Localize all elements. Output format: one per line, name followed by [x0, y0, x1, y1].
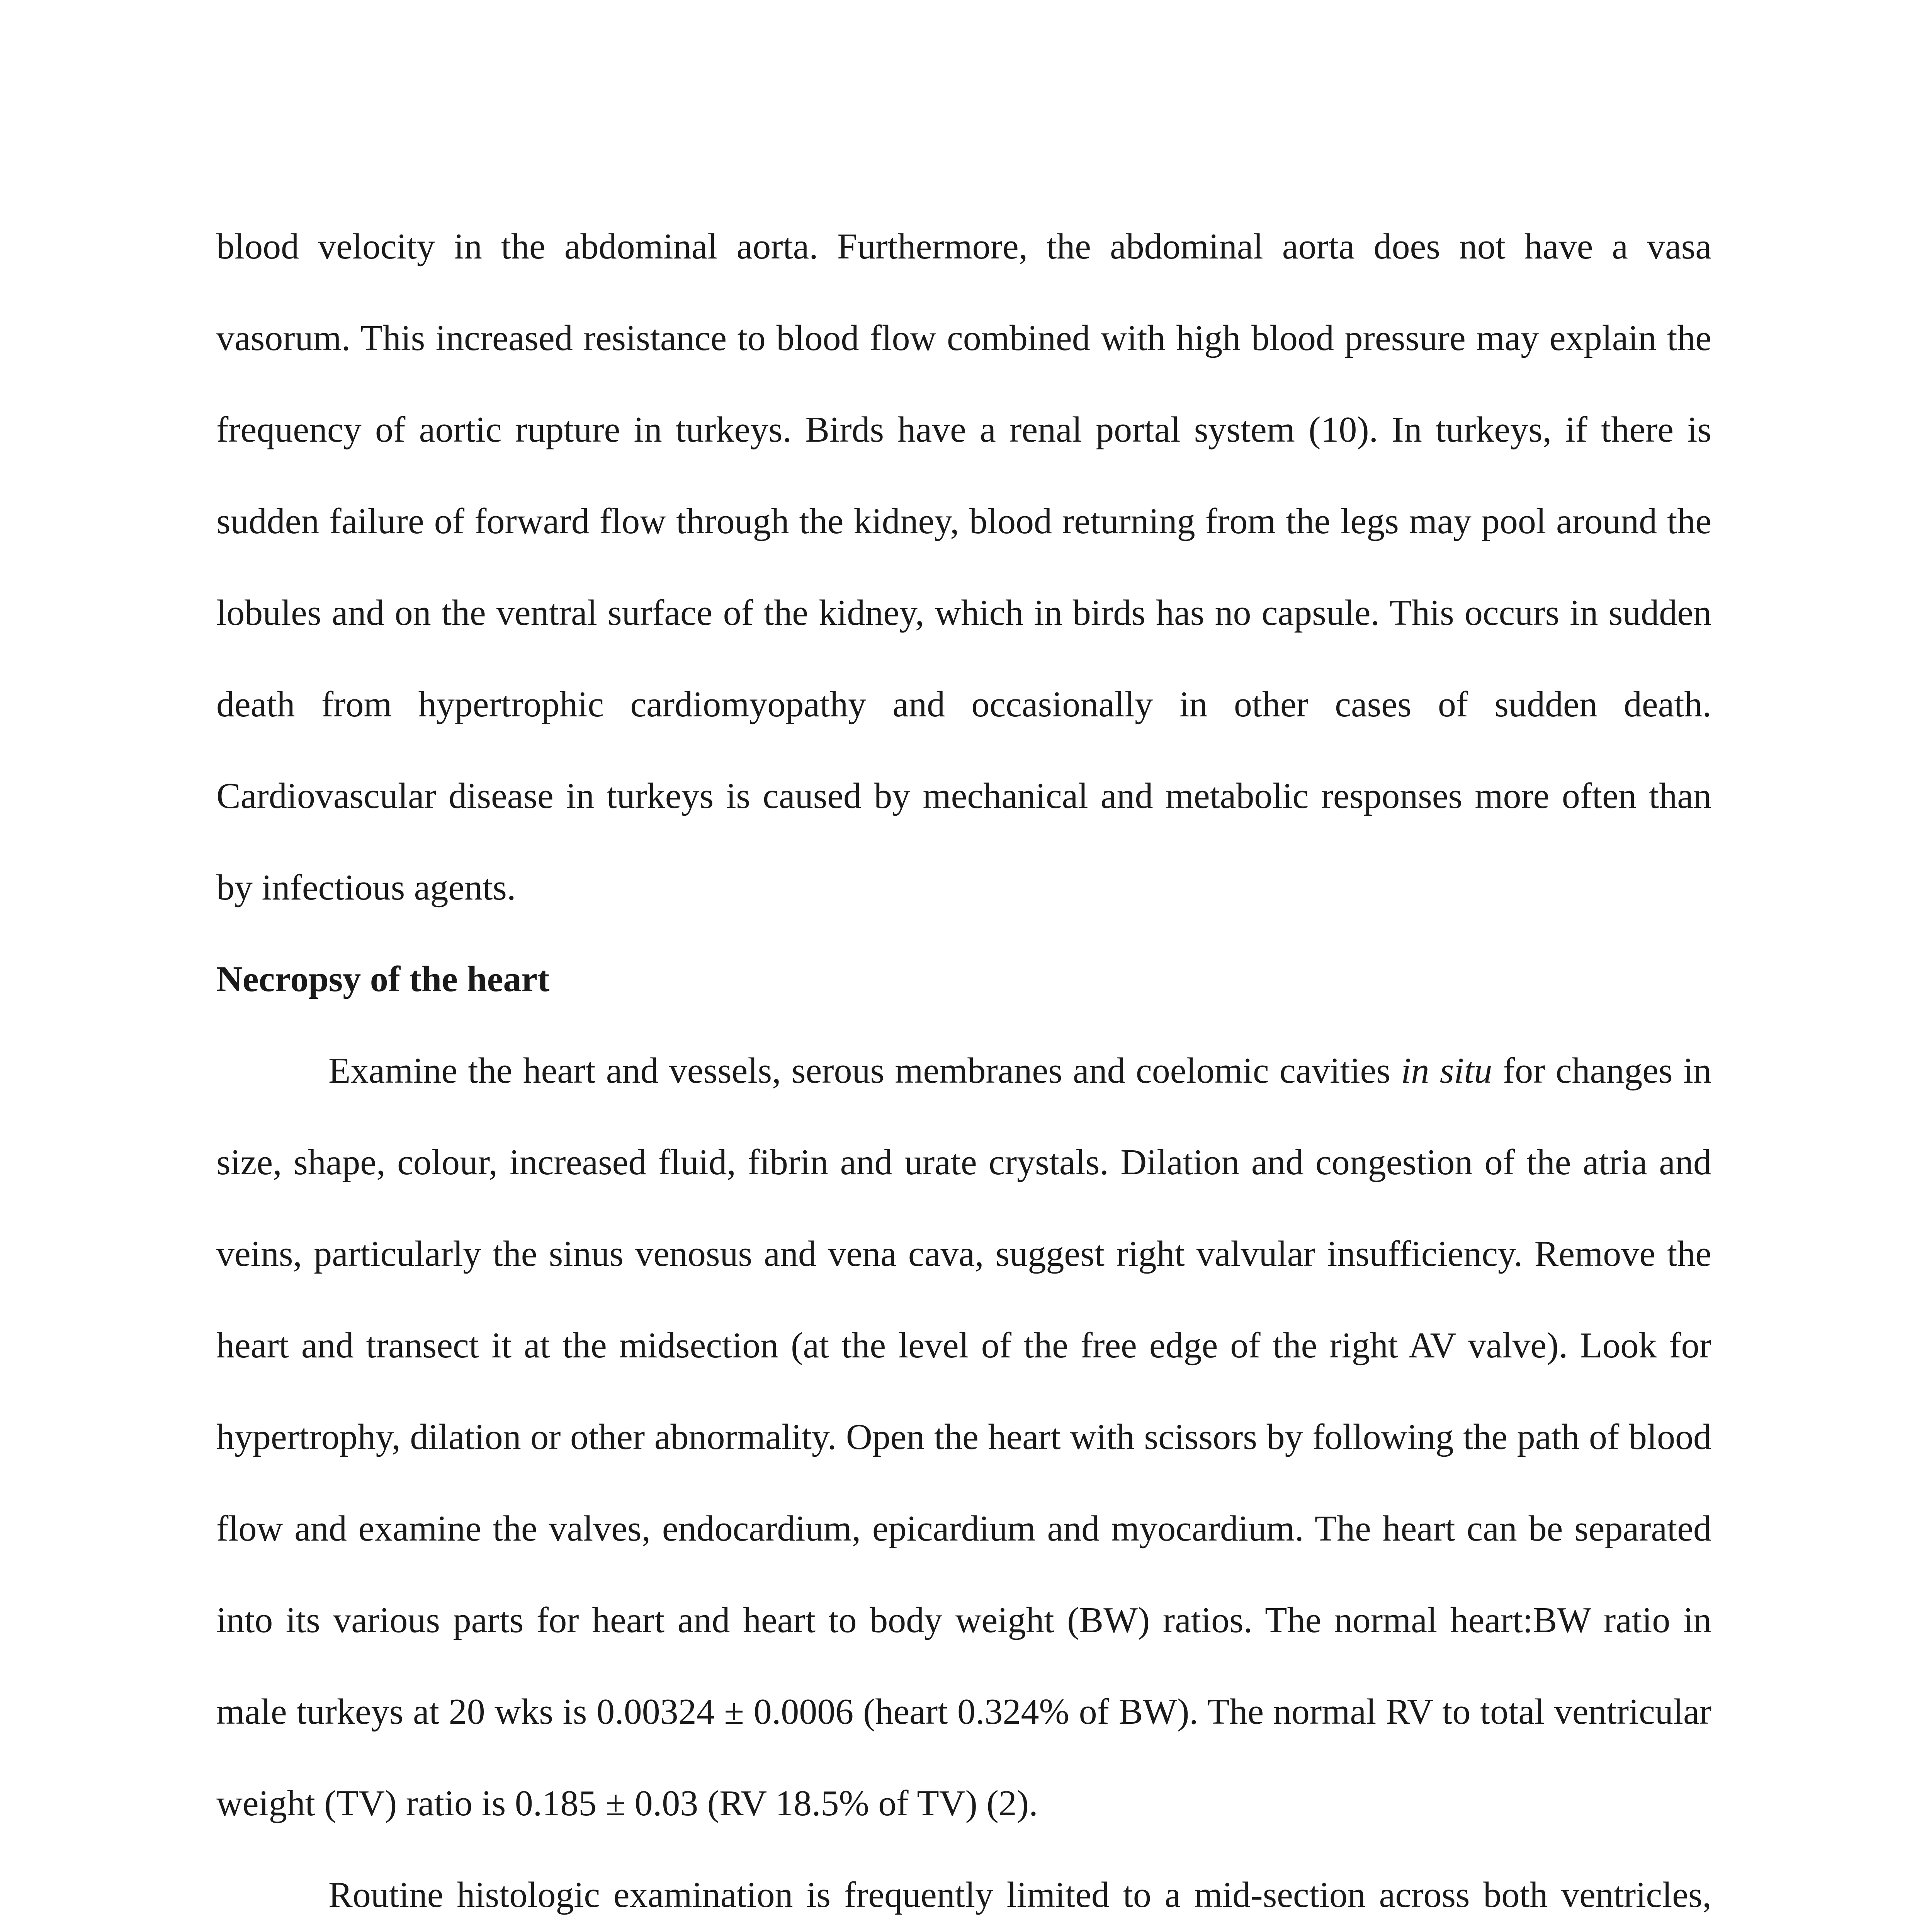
- italic-term: in situ: [1401, 1051, 1492, 1091]
- paragraph-necropsy-rest: for changes in size, shape, colour, increased fluid, fibrin and urate crystals. Dilation and congestion of the atria and veins, particularly the sinus venosus and vena cava, suggest right valvular insufficiency. Remove the heart and transect it at the midsection (at the level of the free edge of the right AV valve). Look for hypertrophy, dilation or other abnormality. Open the heart with scissors by following the path of blood flow and examine the valves, endocardium, epicardium and myocardium. The heart can be separated into its various parts for heart and heart to body weight (BW) ratios. The normal heart:BW ratio in male turkeys at 20 wks is 0.00324 ± 0.0006 (heart 0.324% of BW). The normal RV to total ventricular weight (TV) ratio is 0.185 ± 0.03 (RV 18.5% of TV) (2).: [216, 1051, 1711, 1823]
- section-heading: Necropsy of the heart: [216, 959, 550, 999]
- paragraph-continued: blood velocity in the abdominal aorta. Furthermore, the abdominal aorta does not have a vasa vasorum. This increased resistance to blood flow combined with high blood pressure may explain the frequency of aortic rupture in turkeys. Birds have a renal portal system (10). In turkeys, if there is sudden failure of forward flow through the kidney, blood returning from the legs may pool around the lobules and on the ventral surface of the kidney, which in birds has no capsule. This occurs in sudden death from hypertrophic cardiomyopathy and occasionally in other cases of sudden death. Cardiovascular disease in turkeys is caused by mechanical and metabolic responses more often than by infectious agents.: [216, 226, 1711, 908]
- paragraph-necropsy: [216, 1025, 1711, 1849]
- body-text: [216, 201, 1711, 1932]
- paragraph-necropsy-start: Examine the heart and vessels, serous membranes and coelomic cavities: [328, 1051, 1401, 1091]
- paragraph-histology: Routine histologic examination is frequently limited to a mid-section across both ventricles,: [328, 1875, 1711, 1915]
